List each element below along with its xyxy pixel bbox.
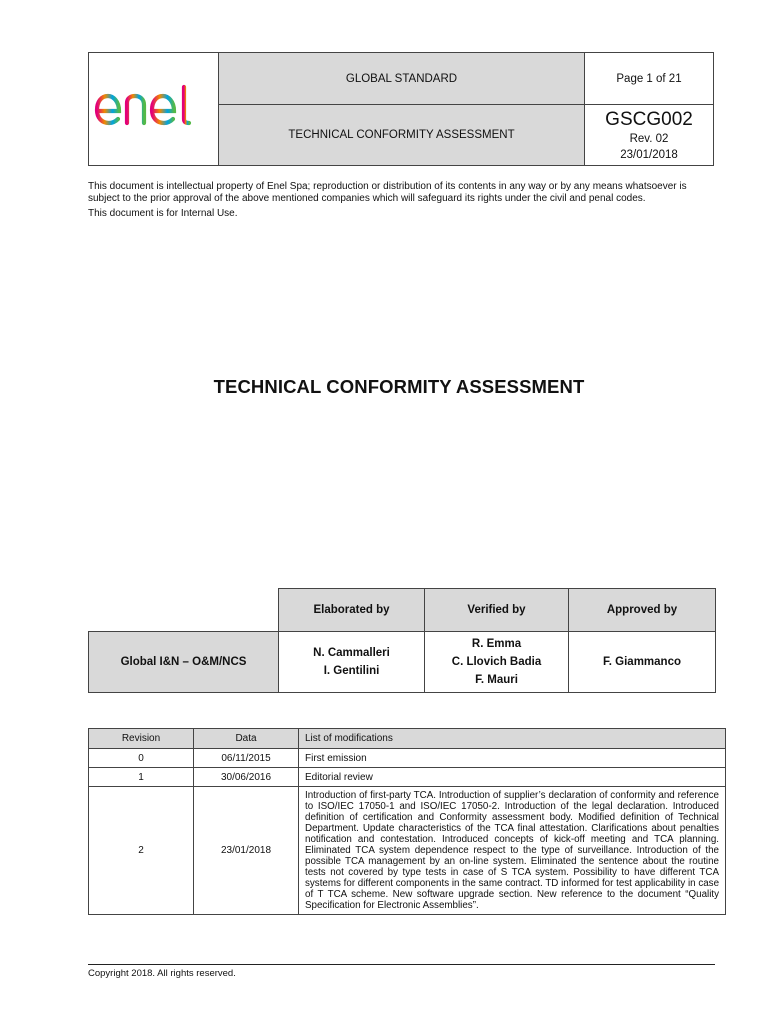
table-row <box>89 749 726 768</box>
ownership-notice <box>88 181 718 220</box>
elaborator-name: I. Gentilini <box>323 665 380 677</box>
data-column-header: Data <box>194 729 299 749</box>
revision-date: 23/01/2018 <box>620 149 678 161</box>
doc-code-cell <box>585 105 714 166</box>
revision-cell: 0 <box>89 749 194 768</box>
elaborated-names <box>279 632 425 693</box>
approved-header: Approved by <box>569 589 716 632</box>
verified-names <box>425 632 569 693</box>
modifications-cell: Editorial review <box>299 768 726 787</box>
table-header-row <box>89 729 726 749</box>
verified-header: Verified by <box>425 589 569 632</box>
standard-label: GLOBAL STANDARD <box>219 53 585 105</box>
enel-logo <box>93 83 215 131</box>
empty-cell <box>89 589 279 632</box>
page-title: TECHNICAL CONFORMITY ASSESSMENT <box>213 376 585 397</box>
revision-number: Rev. 02 <box>629 133 669 145</box>
revision-column-header: Revision <box>89 729 194 749</box>
doc-code: GSCG002 <box>605 109 693 130</box>
verifier-name: R. Emma <box>471 638 522 650</box>
revision-cell: 2 <box>89 787 194 915</box>
document-header <box>88 52 714 166</box>
revision-cell: 1 <box>89 768 194 787</box>
verifier-name: F. Mauri <box>475 674 518 686</box>
approver-name: F. Giammanco <box>603 656 681 668</box>
date-cell: 30/06/2016 <box>194 768 299 787</box>
table-row <box>89 768 726 787</box>
date-cell: 06/11/2015 <box>194 749 299 768</box>
header-doc-title: TECHNICAL CONFORMITY ASSESSMENT <box>219 105 585 166</box>
internal-use-text: This document is for Internal Use. <box>88 208 238 219</box>
date-cell: 23/01/2018 <box>194 787 299 915</box>
elaborated-header: Elaborated by <box>279 589 425 632</box>
page-number: Page 1 of 21 <box>585 53 714 105</box>
modifications-cell: Introduction of first-party TCA. Introduction of supplier’s declaration of conformity and reference to ISO/IEC 17050-1 and ISO/IEC 17050-2. Introduction of the legal declaration. Introduced definition of certification and Conformity assessment body. Modified definition of Technical Department. Update characteristics of the TCA final attestation. Clarifications about penalties notification and contestation. Introduced concepts of kick-off meeting and TCA planning. Eliminated TCA system dependence respect to the type of surveillance. Introduction of the possible TCA management by an on-line system. Eliminated the sentence about the routine tests not covered by type tests in case of S TCA system. Possibility to have different TCA systems for different components in the same contract. TD informed for test applicability in case of T TCA scheme. New software upgrade section. New reference to the document “Quality Specification for Electronic Assemblies”. <box>299 787 726 915</box>
logo-cell <box>89 53 219 166</box>
verifier-name: C. Llovich Badia <box>451 656 542 668</box>
copyright-footer: Copyright 2018. All rights reserved. <box>88 968 236 979</box>
organization-unit: Global I&N – O&M/NCS <box>89 632 279 693</box>
footer-divider <box>88 964 715 965</box>
revision-table <box>88 728 726 915</box>
modifications-column-header: List of modifications <box>299 729 726 749</box>
notice-text: This document is intellectual property of Enel Spa; reproduction or distribution of its contents in any way or by any means whatsoever is subject to the prior approval of the above mentioned companies which will safeguard its rights under the civil and penal codes. <box>88 181 687 204</box>
approval-table <box>88 588 716 693</box>
table-row <box>89 787 726 915</box>
elaborator-name: N. Cammalleri <box>313 647 390 659</box>
modifications-cell: First emission <box>299 749 726 768</box>
approved-names <box>569 632 716 693</box>
